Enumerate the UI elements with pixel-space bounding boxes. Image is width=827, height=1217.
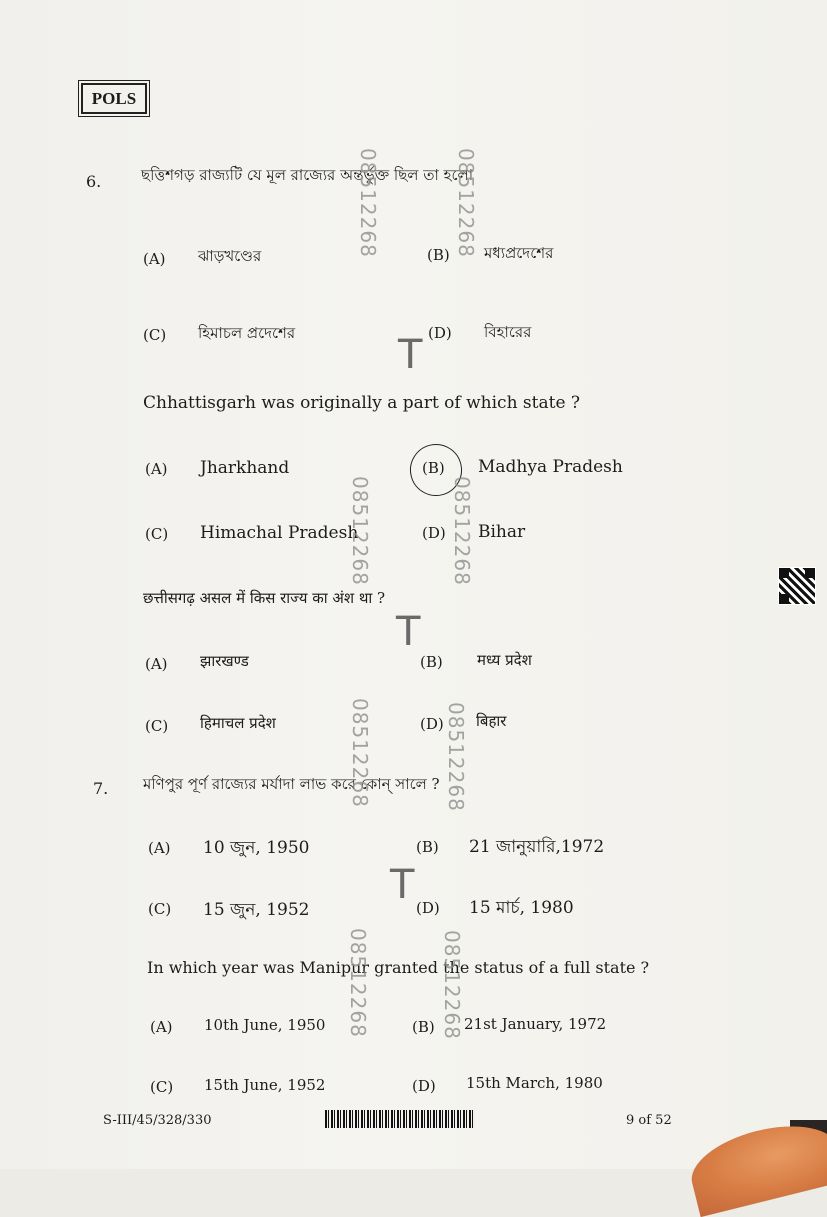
subject-code: POLS [91,88,137,108]
option-text: 15 জুন, 1952 [203,900,310,920]
option-text: 15 মার্চ, 1980 [469,898,574,918]
watermark-number: 08512268 [348,698,372,808]
watermark-number: 08512268 [450,476,474,586]
option-text: मध्य प्रदेश [477,651,532,669]
watermark-number: 08512268 [454,148,478,258]
option-label: (B) [412,1018,435,1036]
option-text: 15th June, 1952 [204,1076,326,1094]
barcode [325,1110,475,1128]
option-label: (C) [148,900,172,918]
option-label: (D) [428,324,452,342]
watermark-number: 08512268 [346,928,370,1038]
finger-in-photo [684,1113,827,1217]
option-text: 21st January, 1972 [464,1015,607,1033]
watermark-mark: T [398,332,423,378]
option-text: বিহারের [484,323,532,341]
question-text-bengali: মণিপুর পূর্ণ রাজ্যের মর্যাদা লাভ করে কোন্ সালে ? [143,775,440,793]
option-label: (B) [422,459,445,477]
option-label: (D) [412,1077,436,1095]
subject-code-box [81,83,147,114]
question-text-bengali: ছত্তিশগড় রাজ্যটি যে মূল রাজ্যের অন্তর্ভুক্ত ছিল তা হলো [141,166,474,184]
footer-code: S-III/45/328/330 [103,1113,212,1128]
option-text: 21 জানুয়ারি,1972 [469,837,605,857]
watermark-mark: T [396,609,421,655]
option-label: (A) [143,250,166,268]
watermark-number: 08512268 [348,476,372,586]
option-label: (A) [150,1018,173,1036]
watermark-number: 08512268 [440,930,464,1040]
option-text: ঝাড়খণ্ডের [198,247,262,265]
option-label: (C) [143,326,167,344]
question-number: 6. [86,172,102,191]
option-label: (B) [427,246,450,264]
option-text: 15th March, 1980 [466,1074,603,1092]
option-text: हिमाचल प्रदेश [200,714,276,732]
question-text-english: In which year was Manipur granted the status of a full state ? [147,958,650,977]
option-text: Jharkhand [200,458,290,478]
option-label: (D) [416,899,440,917]
watermark-mark: T [390,862,415,908]
option-text: মধ্যপ্রদেশের [484,244,554,262]
option-text: 10th June, 1950 [204,1016,326,1034]
option-text: Bihar [478,522,526,542]
option-text: बिहार [476,712,507,730]
option-label: (D) [420,715,444,733]
option-label: (B) [416,838,439,856]
qr-code-icon [778,567,816,605]
option-text: 10 জুন, 1950 [203,838,310,858]
watermark-number: 08512268 [444,702,468,812]
option-label: (C) [145,717,169,735]
watermark-number: 08512268 [356,148,380,258]
option-text: Madhya Pradesh [478,457,623,477]
page-number: 9 of 52 [626,1113,672,1128]
option-label: (C) [145,525,169,543]
option-label: (B) [420,653,443,671]
option-label: (C) [150,1078,174,1096]
option-text: হিমাচল প্রদেশের [198,324,296,342]
option-label: (A) [148,839,171,857]
question-text-english: Chhattisgarh was originally a part of which state ? [143,393,581,413]
question-text-hindi: छत्तीसगढ़ असल में किस राज्य का अंश था ? [143,589,386,607]
option-text: Himachal Pradesh [200,523,359,543]
option-label: (A) [145,460,168,478]
option-text: झारखण्ड [200,652,249,670]
question-number: 7. [93,779,109,798]
option-label: (A) [145,655,168,673]
option-label: (D) [422,524,446,542]
